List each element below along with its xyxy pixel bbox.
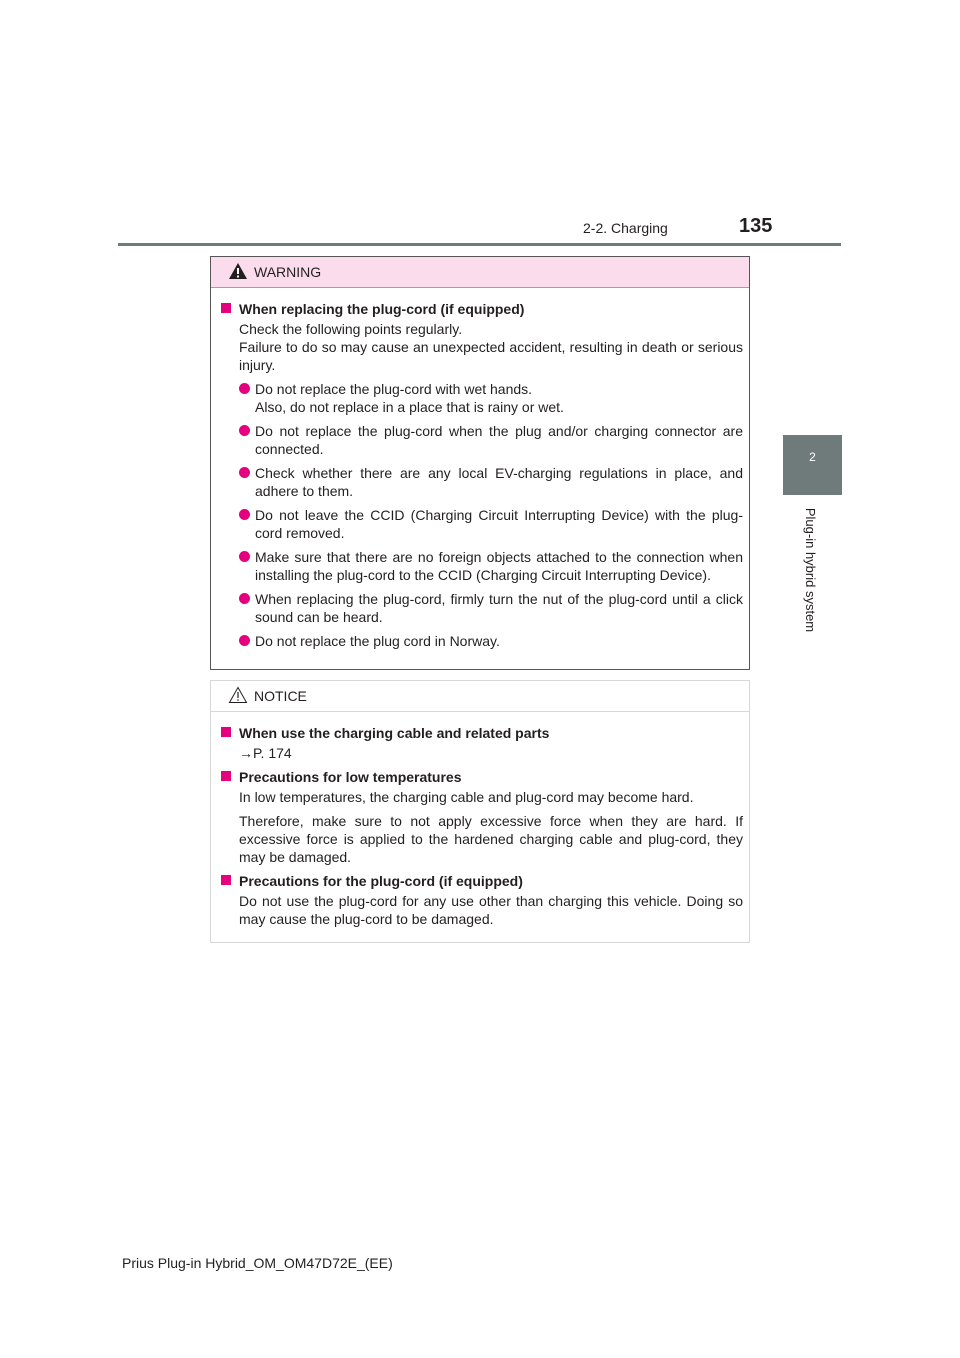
chapter-number: 2: [809, 450, 816, 464]
warning-bullet: Check whether there are any local EV-charging regulations in place, and adhere to them.: [221, 464, 743, 500]
round-bullet-icon: [239, 593, 250, 604]
warning-bullet: Do not replace the plug-cord with wet hands. Also, do not replace in a place that is rainy or wet.: [221, 380, 743, 416]
round-bullet-icon: [239, 551, 250, 562]
square-bullet-icon: [221, 875, 231, 885]
round-bullet-icon: [239, 425, 250, 436]
notice-section-title: Precautions for low temperatures: [221, 768, 743, 786]
header-rule: [118, 243, 841, 246]
round-bullet-icon: [239, 635, 250, 646]
warning-body: [211, 288, 749, 650]
warning-intro-line: Check the following points regularly.: [239, 321, 463, 337]
warning-bullet: Do not replace the plug-cord when the plug and/or charging connector are connected.: [221, 422, 743, 458]
notice-section-title: Precautions for the plug-cord (if equipped): [221, 872, 743, 890]
warning-bullet: When replacing the plug-cord, firmly turn the nut of the plug-cord until a click sound can be heard.: [221, 590, 743, 626]
notice-body: [211, 712, 749, 928]
round-bullet-icon: [239, 509, 250, 520]
chapter-label: Plug-in hybrid system: [803, 507, 818, 633]
page-reference: →P. 174: [239, 745, 292, 761]
notice-section-title: When use the charging cable and related parts: [221, 724, 743, 742]
notice-paragraph: In low temperatures, the charging cable and plug-cord may become hard.: [239, 789, 694, 805]
notice-paragraph: Do not use the plug-cord for any use other than charging this vehicle. Doing so may cause the plug-cord to be damaged.: [239, 893, 743, 927]
notice-header: [211, 681, 749, 712]
warning-bullet: Do not replace the plug cord in Norway.: [221, 632, 743, 650]
document-footer: Prius Plug-in Hybrid_OM_OM47D72E_(EE): [122, 1255, 393, 1271]
warning-intro-line: Failure to do so may cause an unexpected accident, resulting in death or serious injury.: [239, 339, 743, 373]
warning-header: [211, 257, 749, 288]
page-number: 135: [739, 215, 773, 237]
warning-box: [210, 256, 750, 670]
warning-intro: [221, 320, 743, 374]
section-title: 2-2. Charging: [583, 220, 668, 236]
warning-heading: WARNING: [254, 264, 322, 280]
square-bullet-icon: [221, 771, 231, 781]
chapter-tab: [783, 435, 842, 495]
square-bullet-icon: [221, 303, 231, 313]
warning-section-title: When replacing the plug-cord (if equipped): [221, 300, 743, 318]
warning-bullet: Do not leave the CCID (Charging Circuit Interrupting Device) with the plug-cord removed.: [221, 506, 743, 542]
notice-heading: NOTICE: [254, 688, 307, 704]
warning-bullet: Make sure that there are no foreign objects attached to the connection when installing the plug-cord to the CCID (Charging Circuit Interrupting Device).: [221, 548, 743, 584]
warning-triangle-icon: [228, 262, 248, 280]
round-bullet-icon: [239, 467, 250, 478]
notice-box: [210, 680, 750, 943]
round-bullet-icon: [239, 383, 250, 394]
caution-triangle-icon: [228, 686, 248, 704]
square-bullet-icon: [221, 727, 231, 737]
notice-paragraph: Therefore, make sure to not apply excessive force when they are hard. If excessive force is applied to the hardened charging cable and plug-cord, they may be damaged.: [239, 813, 743, 865]
